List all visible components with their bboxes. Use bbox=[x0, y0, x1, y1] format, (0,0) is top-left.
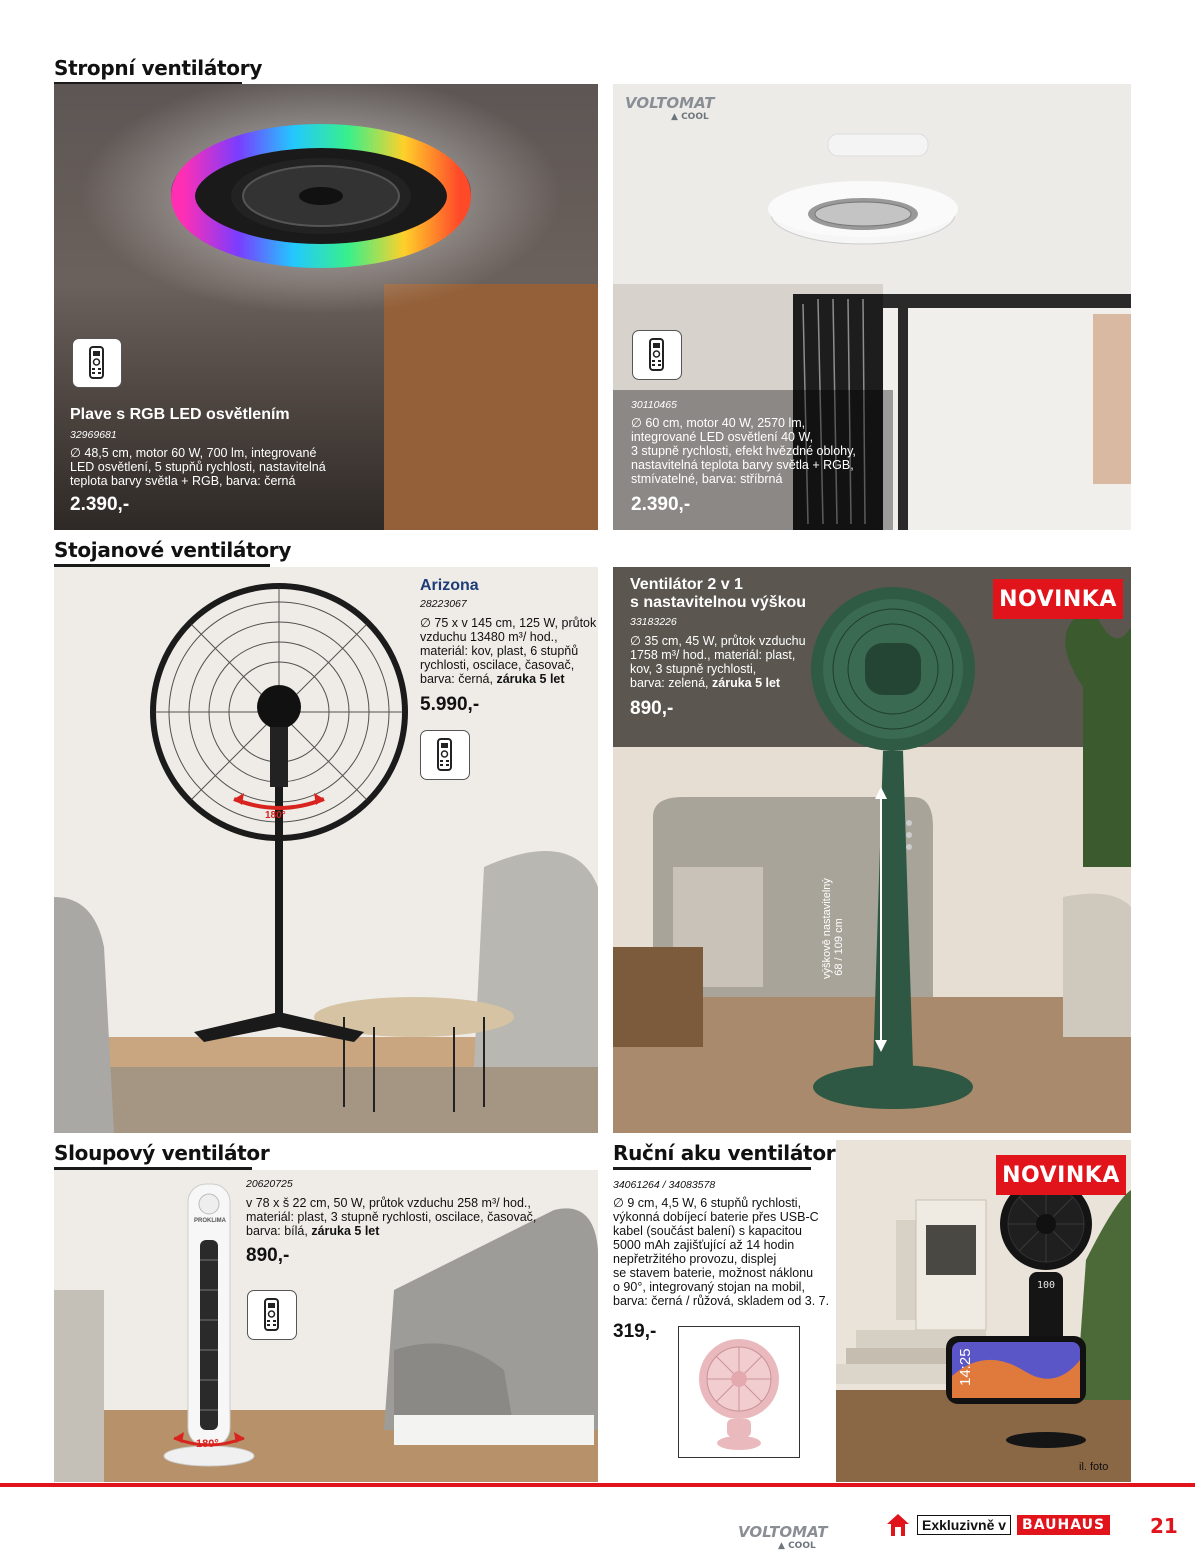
rotation-label: 180° bbox=[196, 1438, 219, 1450]
product-code: 28223067 bbox=[420, 598, 467, 610]
remote-control-icon bbox=[72, 338, 122, 388]
arizona-product-panel bbox=[54, 567, 598, 1133]
remote-control-icon bbox=[420, 730, 470, 780]
pink-handheld-fan-photo bbox=[679, 1327, 799, 1457]
product-price: 319,- bbox=[613, 1321, 657, 1342]
product-description: ∅ 9 cm, 4,5 W, 6 stupňů rychlosti, výkonná dobíjecí baterie přes USB-C kabel (součást balení) s kapacitou 5000 mAh zajišťující až 14 hodin nepřetržitého provozu, displej se stavem baterie, možnost náklonu o 90°, integrovaný stojan na mobil, barva: černá / růžová, skladem od 3. 7. bbox=[613, 1196, 830, 1308]
voltomat-logo: VOLTOMAT ▲ COOL bbox=[625, 94, 715, 122]
remote-control-icon bbox=[632, 330, 682, 380]
product-description: ∅ 75 x v 145 cm, 125 W, průtok vzduchu 13480 m³/ hod., materiál: kov, plast, 6 stupňů rychlosti, oscilace, časovač, barva: černá, záruka 5 let bbox=[420, 616, 597, 686]
bauhaus-house-icon bbox=[885, 1512, 911, 1538]
phone-clock: 14:25 bbox=[957, 1348, 974, 1386]
product-name: Plave s RGB LED osvětlením bbox=[70, 406, 290, 423]
cool-triangle-icon: ▲ bbox=[778, 1541, 785, 1551]
voltomat-ceiling-panel bbox=[613, 84, 1131, 530]
product-code: 32969681 bbox=[70, 429, 117, 441]
exclusive-text: Exkluzivně v bbox=[917, 1515, 1011, 1535]
novinka-badge: NOVINKA bbox=[996, 1155, 1126, 1195]
section-heading-handheld: Ruční aku ventilátor bbox=[613, 1141, 836, 1165]
pink-fan-inset bbox=[678, 1326, 800, 1458]
product-name: Ventilátor 2 v 1 s nastavitelnou výškou bbox=[630, 576, 807, 611]
bauhaus-exclusive bbox=[885, 1512, 1110, 1538]
tower-product-panel bbox=[54, 1170, 598, 1482]
product-price: 2.390,- bbox=[70, 494, 130, 515]
remote-control-icon bbox=[247, 1290, 297, 1340]
product-price: 890,- bbox=[630, 698, 674, 719]
product-description: ∅ 35 cm, 45 W, průtok vzduchu 1758 m³/ hod., materiál: plast, kov, 3 stupně rychlosti, barva: zelená, záruka 5 let bbox=[630, 634, 806, 690]
bauhaus-logo: BAUHAUS bbox=[1017, 1515, 1110, 1535]
product-code: 33183226 bbox=[630, 616, 677, 628]
section-heading-ceiling: Stropní ventilátory bbox=[54, 56, 263, 80]
cool-triangle-icon: ▲ bbox=[671, 112, 678, 122]
tower-brand-label: PROKLIMA bbox=[194, 1218, 226, 1224]
product-name: Arizona bbox=[420, 577, 479, 594]
footer-red-line bbox=[0, 1483, 1195, 1487]
product-price: 890,- bbox=[246, 1245, 290, 1266]
product-price: 2.390,- bbox=[631, 494, 691, 515]
fan2in1-product-panel bbox=[613, 567, 1131, 1133]
page-number: 21 bbox=[1150, 1514, 1178, 1538]
product-description: ∅ 60 cm, motor 40 W, 2570 lm, integrované LED osvětlení 40 W, 3 stupně rychlosti, efekt hvězdné oblohy, nastavitelná teplota barvy světla + RGB, stmívatelné, barva: stříbrná bbox=[631, 416, 856, 486]
handheld-product-panel bbox=[836, 1140, 1131, 1482]
plave-product-panel bbox=[54, 84, 598, 530]
product-description: ∅ 48,5 cm, motor 60 W, 700 lm, integrované LED osvětlení, 5 stupňů rychlosti, nastavitelná teplota barvy světla + RGB, barva: černá bbox=[70, 446, 326, 488]
height-adjustable-label: výškově nastavitelný 68 / 109 cm bbox=[821, 878, 846, 979]
product-description: v 78 x š 22 cm, 50 W, průtok vzduchu 258 m³/ hod., materiál: plast, 3 stupně rychlosti, oscilace, časovač, barva: bílá, záruka 5 let bbox=[246, 1196, 537, 1238]
section-heading-tower: Sloupový ventilátor bbox=[54, 1141, 270, 1165]
illustration-caption: il. foto bbox=[1079, 1461, 1109, 1473]
heading-underline bbox=[613, 1167, 811, 1170]
fan-display: 100 bbox=[1036, 1280, 1056, 1291]
product-code: 30110465 bbox=[631, 399, 677, 411]
product-code: 20620725 bbox=[246, 1178, 293, 1190]
footer-voltomat-logo: VOLTOMAT ▲ COOL bbox=[738, 1523, 828, 1551]
novinka-badge: NOVINKA bbox=[993, 579, 1123, 619]
section-heading-standing: Stojanové ventilátory bbox=[54, 538, 292, 562]
product-price: 5.990,- bbox=[420, 694, 480, 715]
rotation-label: 180° bbox=[265, 810, 286, 821]
product-code: 34061264 / 34083578 bbox=[613, 1179, 716, 1191]
